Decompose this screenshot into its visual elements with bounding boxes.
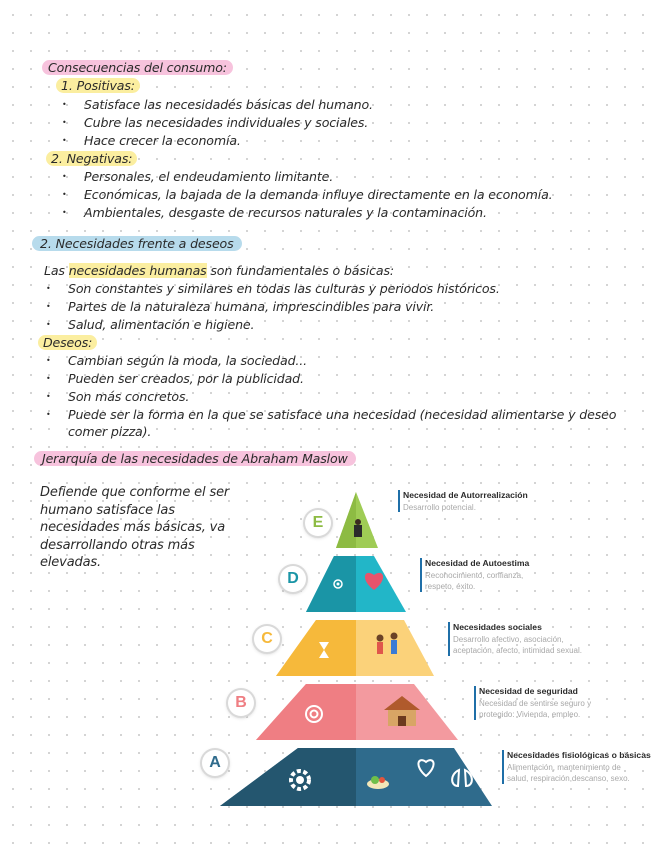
list-item: • Cubre las necesidades individuales y sociales.	[84, 114, 368, 131]
level-c-badge: C	[254, 626, 280, 652]
level-e-badge: E	[305, 510, 331, 536]
level-c-title: Necesidades sociales	[453, 622, 542, 632]
list-item: • Puede ser la forma en la que se satisface una necesidad (necesidad alimentarse y deseo comer pizza).	[68, 406, 634, 440]
person-icon	[354, 519, 362, 537]
needs-highlight: necesidades humanas	[68, 263, 207, 278]
list-item: • Son más concretos.	[68, 388, 189, 405]
needs-title: 2. Necesidades frente a deseos	[32, 234, 242, 253]
level-a-desc: Alimentación, mantenimiento de	[507, 763, 621, 772]
list-item: • Partes de la naturaleza humana, imprescindibles para vivir.	[68, 298, 434, 315]
list-item: • Satisface las necesidadés básicas del humano.	[84, 96, 373, 113]
level-d-desc: Reconocimiento, confianza,	[425, 571, 524, 580]
level-c-desc: Desarrollo afectivo, asociación,	[453, 635, 564, 644]
level-b-badge: B	[228, 690, 254, 716]
level-b-desc: protegido: Vivienda, empleo.	[479, 710, 581, 719]
maslow-pyramid	[196, 478, 650, 818]
maslow-description: Defiende que conforme el ser humano satisface las necesidades más básicas, va desarrollando otras más elevadas.	[40, 485, 230, 570]
list-item: • Hace crecer la economía.	[84, 132, 241, 149]
consequences-title: Consecuencias del consumo:	[42, 59, 233, 76]
list-item: • Pueden ser creados, por la publicidad.	[68, 370, 304, 387]
label-line	[420, 558, 422, 592]
label-line	[448, 622, 450, 656]
list-item: • Cambian según la moda, la sociedad...	[68, 352, 307, 369]
label-line	[398, 490, 400, 512]
list-item: • Salud, alimentación e higiene.	[68, 316, 254, 333]
maslow-title: Jerarquía de las necesidades de Abraham Maslow	[34, 450, 356, 467]
level-d-badge: D	[280, 566, 306, 592]
positive-heading: 1. Positivas:	[56, 77, 140, 94]
label-line	[502, 750, 504, 784]
level-a-desc: salud, respiración,descanso, sexo.	[507, 774, 630, 783]
level-b-desc: Necesidad de sentirse seguro y	[479, 699, 592, 708]
level-d-title: Necesidad de Autoestima	[425, 558, 530, 568]
needs-intro: Las necesidades humanas son fundamentales o básicas:	[44, 263, 394, 278]
list-item: • Económicas, la bajada de la demanda influye directamente en la economía.	[84, 186, 553, 203]
level-e-desc: Desarrollo potencial.	[403, 503, 476, 512]
level-b-title: Necesidad de seguridad	[479, 686, 578, 696]
level-a-badge: A	[202, 750, 228, 776]
list-item: • Son constantes y similares en todas las culturas y periodos históricos.	[68, 280, 500, 297]
list-item: • Ambientales, desgaste de recursos naturales y la contaminación.	[84, 204, 487, 221]
negative-heading: 2. Negativas:	[46, 150, 137, 167]
level-a-title: Necesidades fisiológicas o básicas	[507, 750, 651, 760]
desires-heading: Deseos:	[38, 334, 97, 351]
list-item: • Personales, el endeudamiento limitante.	[84, 168, 333, 185]
level-e-title: Necesidad de Autorrealización	[403, 490, 528, 500]
level-c-desc: aceptación, afecto, intimidad sexual.	[453, 646, 582, 655]
label-line	[474, 686, 476, 720]
level-d-desc: respeto, éxito.	[425, 582, 476, 591]
